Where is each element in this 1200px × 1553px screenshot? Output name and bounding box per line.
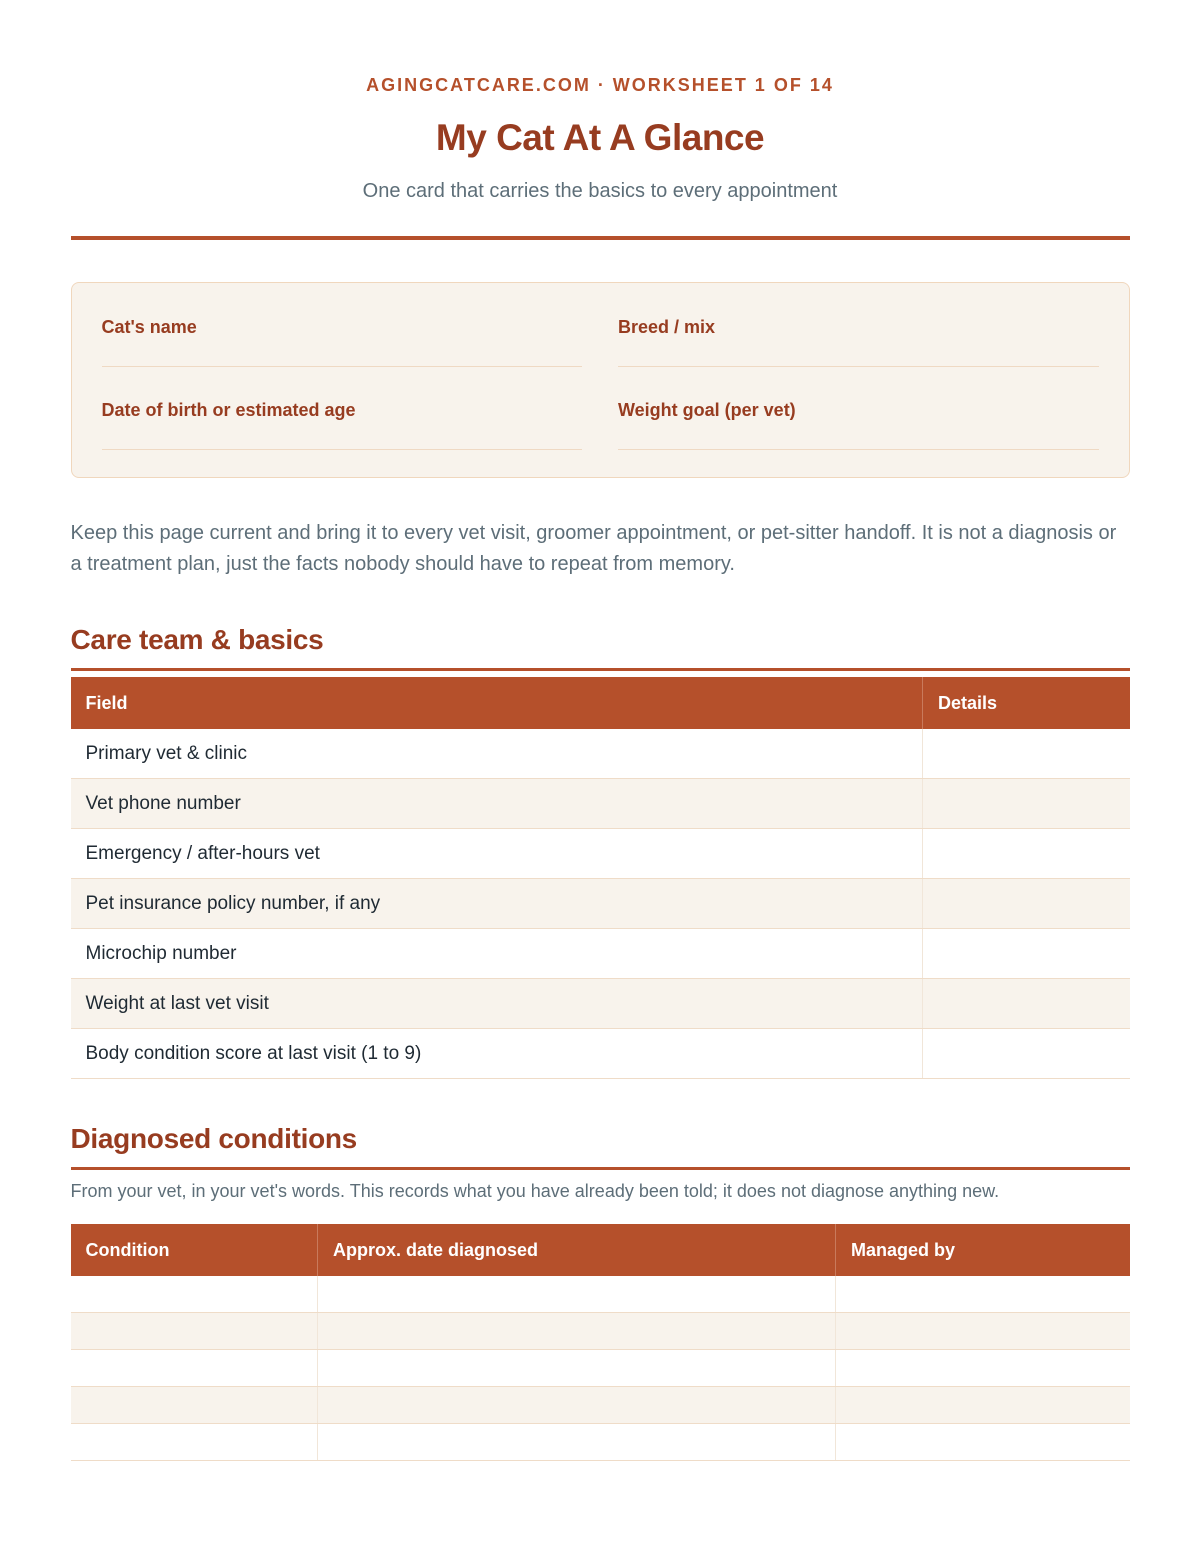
managed-by-cell[interactable]: [836, 1387, 1130, 1424]
page-subtitle: One card that carries the basics to every appointment: [362, 180, 838, 202]
table-row: [71, 1350, 1130, 1387]
breed-label: Breed / mix: [618, 317, 716, 337]
column-header-date-diagnosed: Approx. date diagnosed: [318, 1224, 836, 1276]
field-cell: Weight at last vet visit: [71, 979, 923, 1029]
table-row: [71, 1387, 1130, 1424]
worksheet-page: [71, 0, 1130, 1461]
conditions-table: [71, 1224, 1130, 1461]
date-cell[interactable]: [318, 1350, 836, 1387]
condition-cell[interactable]: [71, 1350, 318, 1387]
cat-name-field[interactable]: [102, 303, 583, 367]
birth-date-label: Date of birth or estimated age: [101, 400, 356, 420]
column-header-field: Field: [71, 677, 923, 729]
date-cell[interactable]: [318, 1313, 836, 1350]
table-row: [71, 929, 1130, 979]
table-row: [71, 979, 1130, 1029]
details-cell[interactable]: [923, 929, 1130, 979]
field-cell: Vet phone number: [71, 779, 923, 829]
field-cell: Primary vet & clinic: [71, 729, 923, 779]
field-cell: Body condition score at last visit (1 to 9): [71, 1029, 923, 1079]
conditions-note: From your vet, in your vet's words. This records what you have already been told; it does not diagnose anything new.: [70, 1181, 1000, 1201]
managed-by-cell[interactable]: [836, 1424, 1130, 1461]
cat-name-label: Cat's name: [101, 317, 197, 337]
header-divider: [71, 236, 1130, 240]
date-cell[interactable]: [318, 1387, 836, 1424]
worksheet-eyebrow: AGINGCATCARE.COM · WORKSHEET 1 OF 14: [366, 75, 834, 95]
table-row: [71, 1276, 1130, 1313]
care-team-table: [71, 677, 1130, 1079]
column-header-details: Details: [923, 677, 1130, 729]
weight-goal-field[interactable]: [618, 386, 1099, 450]
breed-field[interactable]: [618, 303, 1099, 367]
cat-info-card: [71, 282, 1130, 478]
condition-cell[interactable]: [71, 1424, 318, 1461]
column-header-condition: Condition: [71, 1224, 318, 1276]
table-row: [71, 779, 1130, 829]
table-header-row: [71, 677, 1130, 729]
details-cell[interactable]: [923, 879, 1130, 929]
column-header-managed-by: Managed by: [836, 1224, 1130, 1276]
table-row: [71, 729, 1130, 779]
condition-cell[interactable]: [71, 1387, 318, 1424]
table-row: [71, 829, 1130, 879]
table-row: [71, 1029, 1130, 1079]
managed-by-cell[interactable]: [836, 1313, 1130, 1350]
conditions-heading: Diagnosed conditions: [70, 1123, 357, 1154]
table-row: [71, 1424, 1130, 1461]
birth-date-field[interactable]: [102, 386, 583, 450]
date-cell[interactable]: [318, 1424, 836, 1461]
details-cell[interactable]: [923, 729, 1130, 779]
page-title: My Cat At A Glance: [435, 117, 765, 158]
intro-paragraph: Keep this page current and bring it to every vet visit, groomer appointment, or pet-sitter handoff. It is not a diagnosis or a treatment plan, just the facts nobody should have to repeat from memory.: [70, 522, 1117, 575]
condition-cell[interactable]: [71, 1313, 318, 1350]
condition-cell[interactable]: [71, 1276, 318, 1313]
details-cell[interactable]: [923, 1029, 1130, 1079]
field-cell: Microchip number: [71, 929, 923, 979]
conditions-divider: [71, 1167, 1130, 1170]
table-header-row: [71, 1224, 1130, 1276]
details-cell[interactable]: [923, 829, 1130, 879]
weight-goal-label: Weight goal (per vet): [618, 400, 796, 420]
care-team-divider: [71, 668, 1130, 671]
managed-by-cell[interactable]: [836, 1350, 1130, 1387]
care-team-heading: Care team & basics: [70, 624, 324, 655]
details-cell[interactable]: [923, 779, 1130, 829]
field-cell: Pet insurance policy number, if any: [71, 879, 923, 929]
field-cell: Emergency / after-hours vet: [71, 829, 923, 879]
details-cell[interactable]: [923, 979, 1130, 1029]
table-row: [71, 1313, 1130, 1350]
table-row: [71, 879, 1130, 929]
managed-by-cell[interactable]: [836, 1276, 1130, 1313]
date-cell[interactable]: [318, 1276, 836, 1313]
